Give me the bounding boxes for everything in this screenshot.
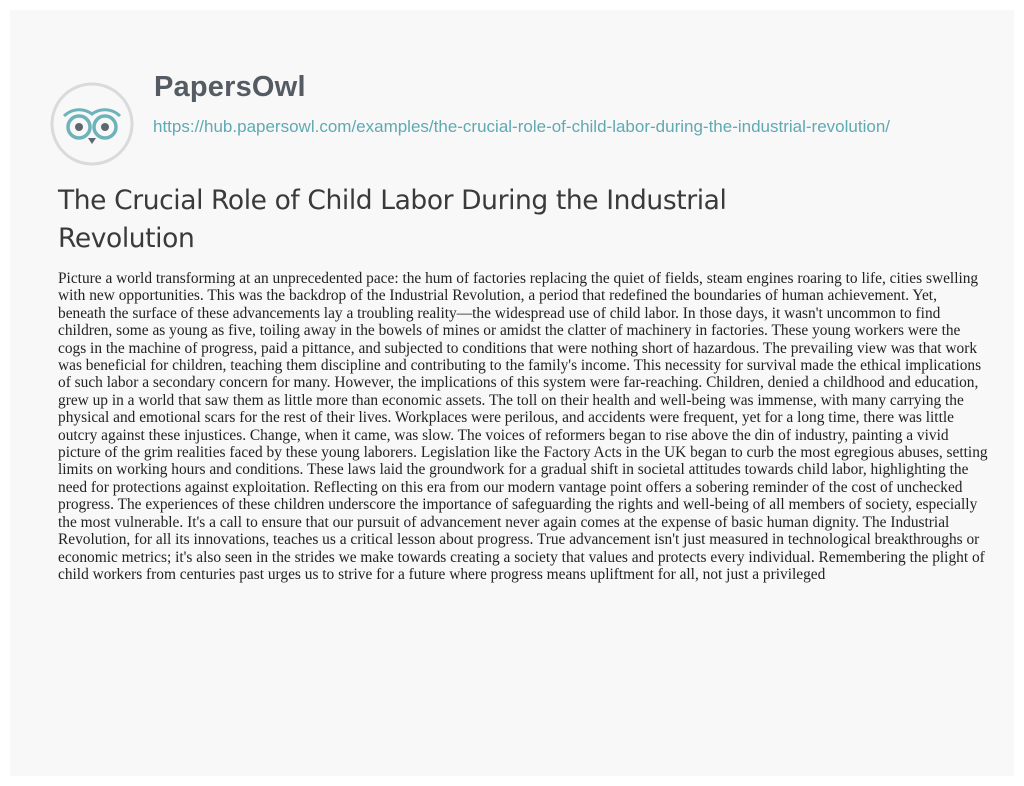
source-url: https://hub.papersowl.com/examples/the-crucial-role-of-child-labor-during-the-industrial-revolution/: [153, 117, 890, 136]
brand-name: PapersOwl: [154, 71, 306, 103]
owl-logo-icon: [50, 82, 134, 166]
essay-title: The Crucial Role of Child Labor During the Industrial Revolution: [58, 185, 727, 254]
document-page: [10, 10, 1014, 776]
essay-body: Picture a world transforming at an unprecedented pace: the hum of factories replacing the quiet of fields, steam engines roaring to life, cities swelling with new opportunities. This was the backdrop of the Industrial Revolution, a period that redefined the boundaries of human achievement. Yet, beneath the surface of these advancements lay a troubling reality—the widespread use of child labor. In those days, it wasn't uncommon to find children, some as young as five, toiling away in the bowels of mines or amidst the clatter of machinery in factories. These young workers were the cogs in the machine of progress, paid a pittance, and subjected to conditions that were nothing short of hazardous. The prevailing view was that work was beneficial for children, teaching them discipline and contributing to the family's income. This necessity for survival made the ethical implications of such labor a secondary concern for many. However, the implications of this system were far-reaching. Children, denied a childhood and education, grew up in a world that saw them as little more than economic assets. The toll on their health and well-being was immense, with many carrying the physical and emotional scars for the rest of their lives. Workplaces were perilous, and accidents were frequent, yet for a long time, there was little outcry against these injustices. Change, when it came, was slow. The voices of reformers began to rise above the din of industry, painting a vivid picture of the grim realities faced by these young laborers. Legislation like the Factory Acts in the UK began to curb the most egregious abuses, setting limits on working hours and conditions. These laws laid the groundwork for a gradual shift in societal attitudes towards child labor, highlighting the need for protections against exploitation. Reflecting on this era from our modern vantage point offers a sobering reminder of the cost of unchecked progress. The experiences of these children underscore the importance of safeguarding the rights and well-being of all members of society, especially the most vulnerable. It's a call to ensure that our pursuit of advancement never again comes at the expense of basic human dignity. The Industrial Revolution, for all its innovations, teaches us a critical lesson about progress. True advancement isn't just measured in technological breakthroughs or economic metrics; it's also seen in the strides we make towards creating a society that values and protects every individual. Remembering the plight of child workers from centuries past urges us to strive for a future where progress means upliftment for all, not just a privileged: [58, 270, 988, 583]
header: [50, 70, 950, 160]
